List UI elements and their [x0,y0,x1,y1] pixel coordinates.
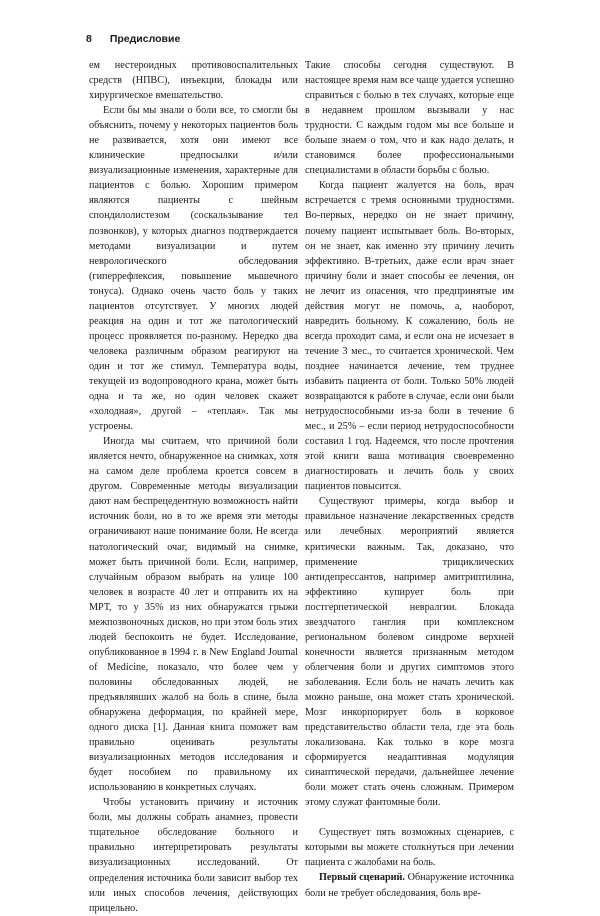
paragraph: Чтобы установить причину и источник боли, мы должны собрать анамнез, провести тщательное обследование больного и правильно интерпретировать результаты визуализационных исследований. От определения источника боли зависит выбор тех или иных способов лечения, действующих прицельно. [89,797,298,914]
paragraph: ем нестероидных противовоспалительных средств (НПВС), инъекции, блокады или хирургическое вмешательство. [89,60,298,102]
paragraph: Существуют примеры, когда выбор и правильное назначение лекарственных средств или лечебных мероприятий является критически важным. Так, доказано, что применение трициклических антидепрессантов, например амитриптилина, эффективно купирует боль при постгерпетической невралгии. Блокада звездчатого ганглия при комплексном региональном болевом синдроме верхней конечности является признанным методом облегчения боли и других симптомов этого заболевания. Если боль не начать лечить как можно раньше, она может стать хронической. Мозг инкорпорирует боль в корковое представительство области тела, где эта боль локализована. Как только в коре мозга сформируется неадаптивная модуляция синаптической передачи, дальнейшее лечение боли может стать очень сложным. Примером этому служат фантомные боли. [305,496,514,809]
paragraph: Иногда мы считаем, что причиной боли является нечто, обнаруженное на снимках, хотя на самом деле проблема кроется совсем в другом. Современные методы визуализации дают нам беспрецедентную возможность найти источник боли, но в то же время эти методы ограничивают наше понимание боли. Не всегда патологический очаг, видимый на снимке, может быть причиной боли. Если, например, случайным образом выбрать на улице 100 человек в возрасте 40 лет и отправить их на МРТ, то у 35% из них обнаружатся грыжи межпозвоночных дисков, но при этом боль этих людей беспокоить не будет. Исследование, опубликованное в 1994 г. в New England Journal of Medicine, показало, что более чем у половины обследованных людей, не предъявлявших жалоб на боль в спине, была обнаружена деформация, по крайней мере, одного диска [1]. Данная книга поможет вам правильно оценивать результаты визуализационных методов исследования и будет пособием по правильному их использованию в конкретных случаях. [89,436,298,794]
paragraph: Если бы мы знали о боли все, то смогли бы объяснить, почему у некоторых пациентов боль не развивается, хотя они имеют все клинические предпосылки и/или визуализационные изменения, характерные для пациентов с болью. Хорошим примером являются пациенты с шейным спондилолистезом (соскальзывание тел позвонков), у которых диагноз подтверждается методами визуализации и путем неврологического обследования (гиперрефлексия, повышение мышечного тонуса). Однако очень часто боль у таких пациентов отсутствует. У многих людей реакция на один и тот же патологический процесс проявляется по-разному. Нередко два человека различным образом реагируют на один и тот же стимул. Температура воды, текущей из водопроводного крана, может быть одна и та же, но один человек скажет «холодная», другой – «теплая». Так мы устроены. [89,105,298,433]
page-header [86,33,180,45]
paragraph-first-scenario [305,870,514,900]
page-number: 8 [86,33,92,45]
left-column [89,58,298,916]
section-title: Предисловие [109,33,181,45]
right-column [305,58,514,901]
scenario-text: Обнаружение источника боли не требует обследования, боль вре- [305,872,514,899]
paragraph: Когда пациент жалуется на боль, врач встречается с тремя основными трудностями. Во-первых, нередко он не знает причину, почему пациент испытывает боль. Во-вторых, он не знает, как именно эту причину лечить эффективно. В-третьих, даже если врач знает причину боли и знает способы ее лечения, он не лечит из опасения, что предпринятые им действия могут не помочь, а, наоборот, навредить больному. К сожалению, боль не всегда проходит сама, и если она не исчезает в течение 3 мес., то считается хронической. Чем позднее начинается лечение, тем труднее избавить пациента от боли. Только 50% людей возвращаются к работе в случае, если они были нетрудоспособными из-за боли в течение 6 мес., и 25% – если период нетрудоспособности составил 1 год. Надеемся, что после прочтения этой книги ваша мотивация своевременно диагностировать и лечить боль у своих пациентов повысится. [305,180,514,493]
paragraph: Существует пять возможных сценариев, с которыми вы можете столкнуться при лечении пациента с жалобами на боль. [305,827,514,869]
scenario-label: Первый сценарий. [319,872,405,884]
paragraph: Такие способы сегодня существуют. В настоящее время нам все чаще удается успешно справиться с болью в тех случаях, которые еще в недавнем прошлом вызывали у нас трудности. С каждым годом мы все больше и больше знаем о том, что и как надо делать, и становимся более профессиональными специалистами в области борьбы с болью. [305,60,514,177]
